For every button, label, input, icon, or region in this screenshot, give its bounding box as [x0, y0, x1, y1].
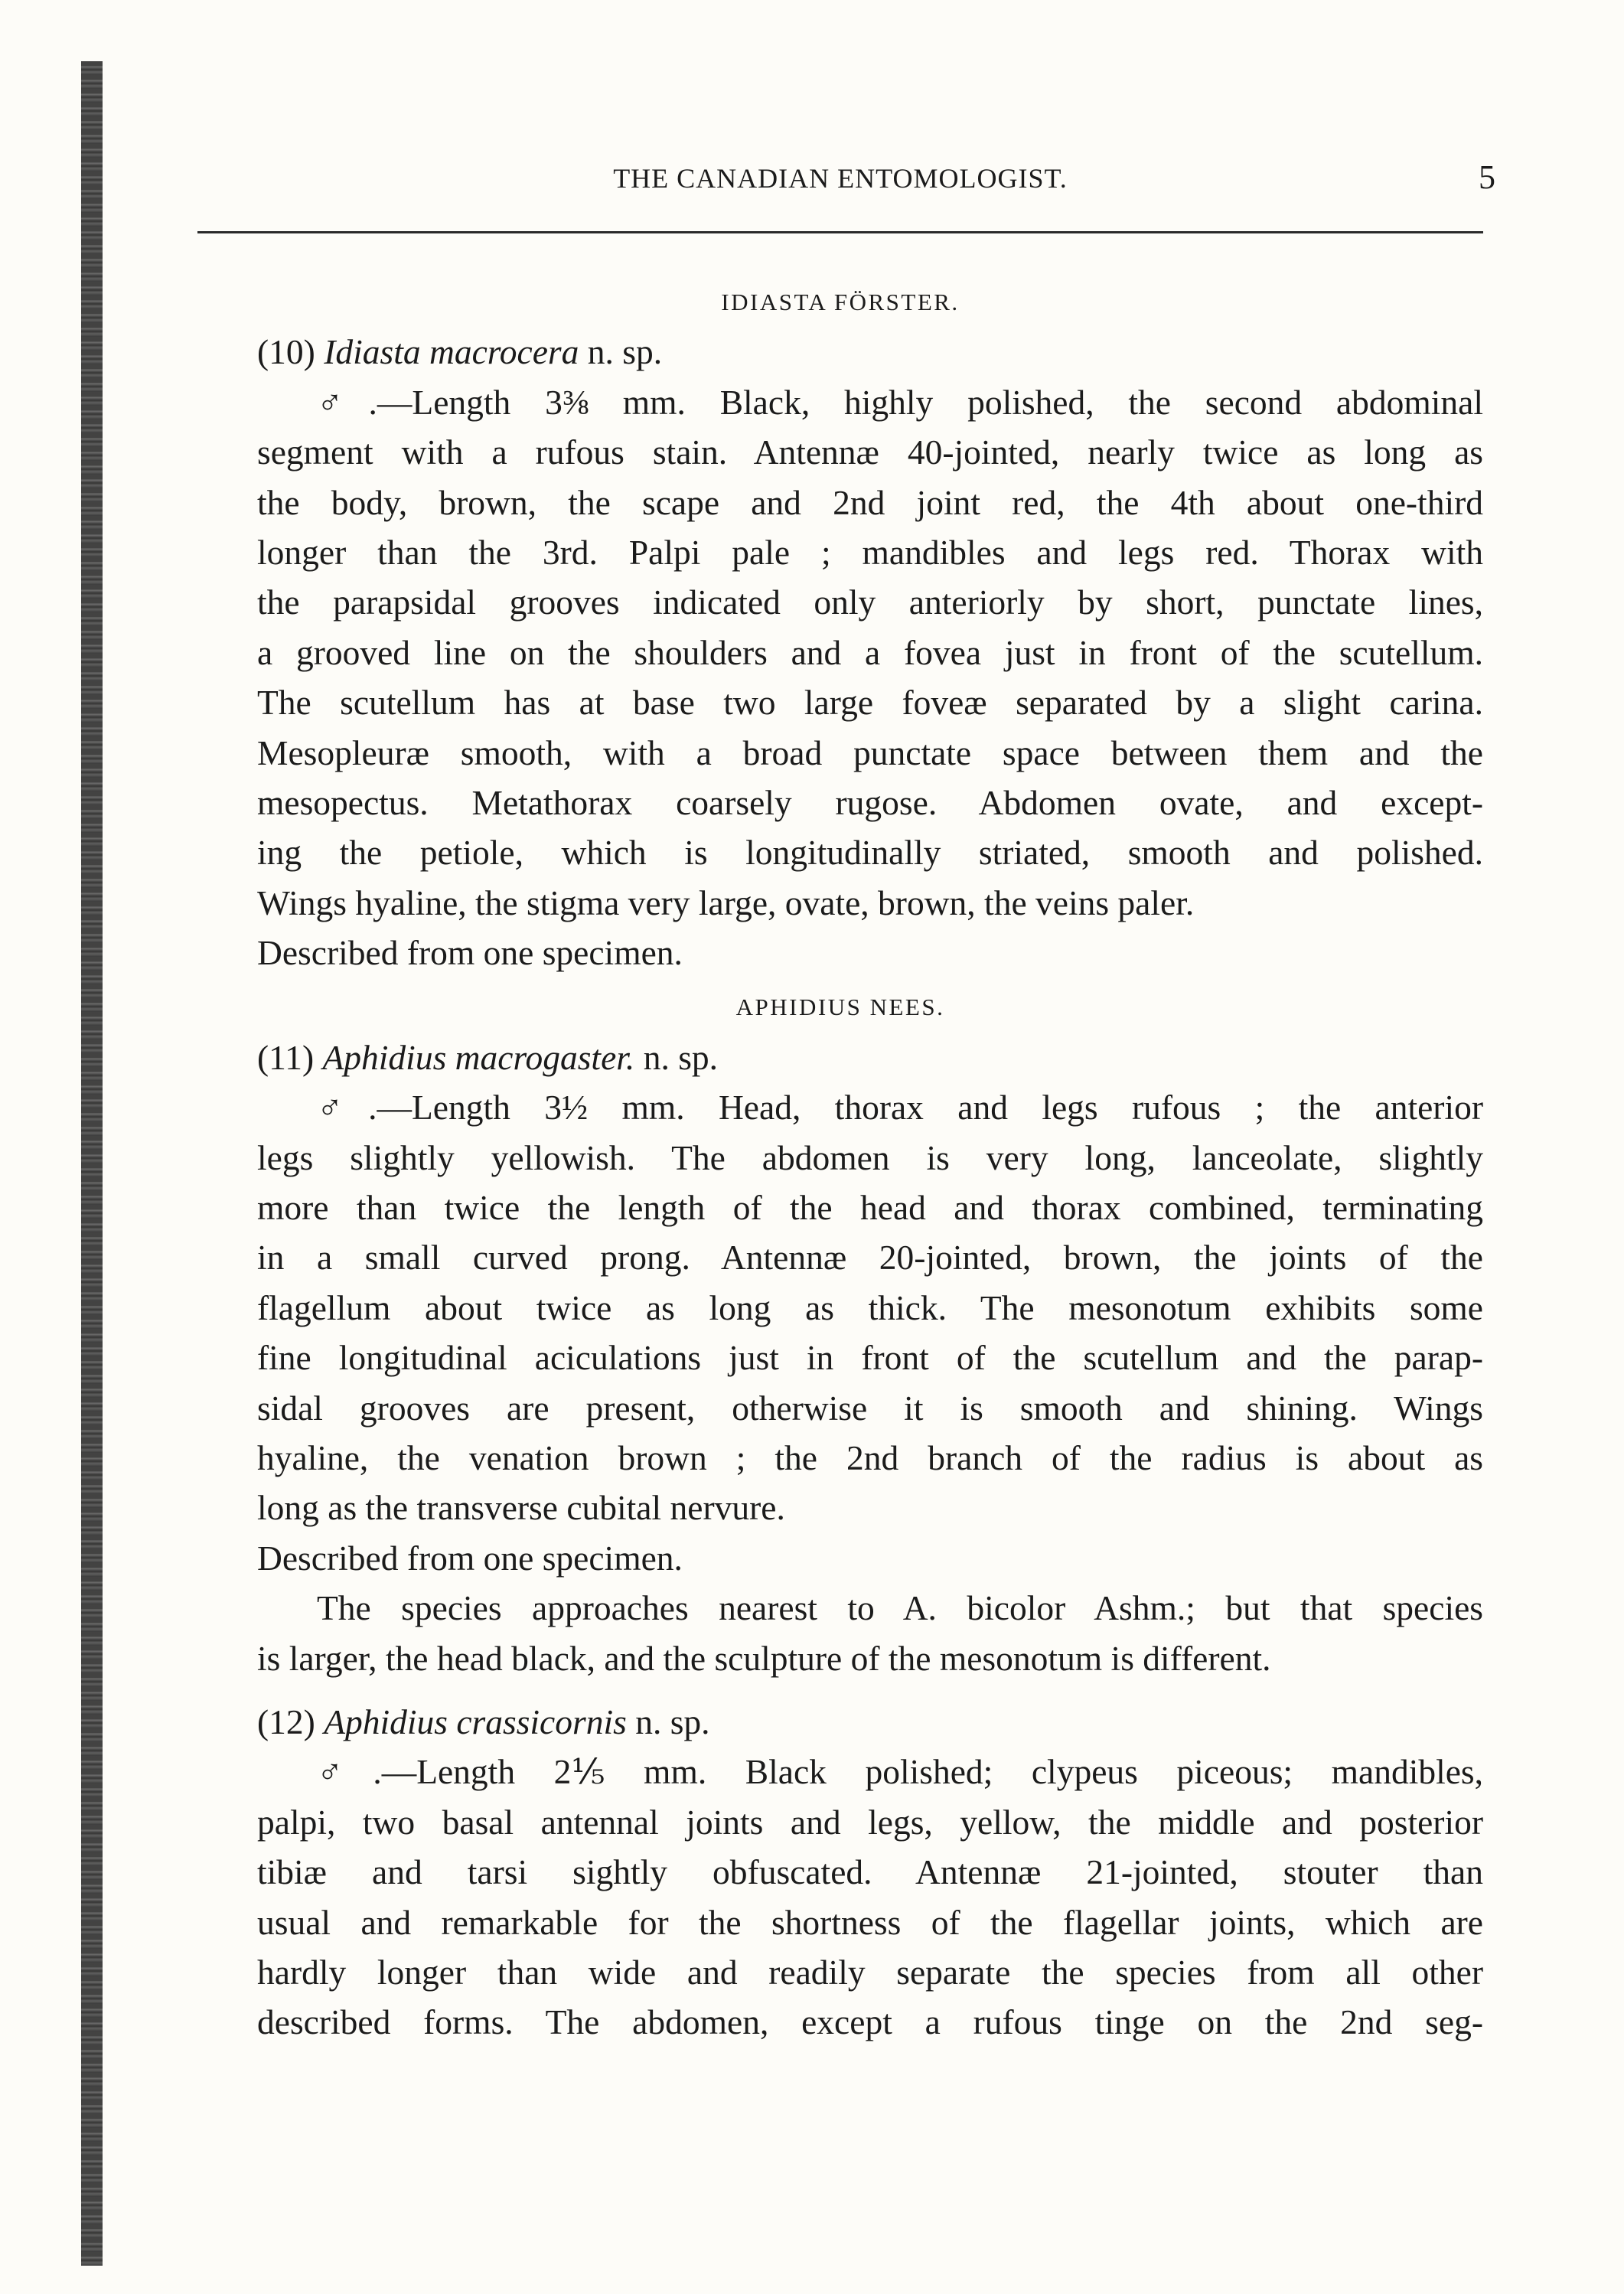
text-line: mesopectus. Metathorax coarsely rugose. Abdomen ovate, and except- — [257, 782, 1483, 822]
binding-edge — [81, 61, 103, 2266]
species-name: Aphidius crassicornis — [324, 1702, 627, 1741]
text-block — [197, 277, 1483, 2048]
text-line: usual and remarkable for the shortness of the flagellar joints, which are — [257, 1902, 1483, 1942]
running-title: THE CANADIAN ENTOMOLOGIST. — [613, 163, 1068, 194]
species-number: (10) — [257, 332, 315, 372]
species-number: (11) — [257, 1037, 315, 1077]
text-line: long as the transverse cubital nervure. — [257, 1488, 785, 1528]
species-title-12 — [197, 1697, 1483, 1747]
species-number: (12) — [257, 1702, 315, 1741]
species-description-12 — [197, 1747, 1483, 2047]
species-description-11 — [197, 1082, 1483, 1533]
text-line: is larger, the head black, and the sculpture of the mesonotum is different. — [257, 1638, 1271, 1678]
text-line: fine longitudinal aciculations just in front of the scutellum and the parap- — [257, 1338, 1483, 1378]
species-title-11 — [197, 1033, 1483, 1082]
text-line: described forms. The abdomen, except a rufous tinge on the 2nd seg- — [257, 2002, 1483, 2042]
text-line: the body, brown, the scape and 2nd joint red, the 4th about one-third — [257, 482, 1483, 522]
species-description-10 — [197, 377, 1483, 928]
species-title-10 — [197, 327, 1483, 377]
text-line: palpi, two basal antennal joints and legs, yellow, the middle and posterior — [257, 1802, 1483, 1842]
specimen-note-10: Described from one specimen. — [257, 933, 683, 973]
text-line: flagellum about twice as long as thick. The mesonotum exhibits some — [257, 1287, 1483, 1327]
page-number: 5 — [1479, 158, 1495, 196]
text-line: in a small curved prong. Antennæ 20-jointed, brown, the joints of the — [257, 1238, 1483, 1278]
text-line: sidal grooves are present, otherwise it is smooth and shining. Wings — [257, 1388, 1483, 1428]
specimen-note-11: Described from one specimen. — [257, 1538, 683, 1578]
text-line: segment with a rufous stain. Antennæ 40-jointed, nearly twice as long as — [257, 432, 1483, 472]
species-suffix: n. sp. — [635, 1702, 710, 1741]
header-rule — [197, 231, 1483, 233]
text-line: tibiæ and tarsi sightly obfuscated. Antennæ 21-jointed, stouter than — [257, 1852, 1483, 1892]
running-head — [197, 158, 1495, 208]
species-suffix: n. sp. — [643, 1037, 719, 1077]
species-name: Idiasta macrocera — [324, 332, 579, 372]
text-line: longer than the 3rd. Palpi pale ; mandibles and legs red. Thorax with — [257, 532, 1483, 572]
text-line: Mesopleuræ smooth, with a broad punctate space between them and the — [257, 733, 1483, 772]
species-suffix: n. sp. — [587, 332, 663, 372]
text-line: ing the petiole, which is longitudinally striated, smooth and polished. — [257, 833, 1483, 873]
text-line: The scutellum has at base two large foveæ separated by a slight carina. — [257, 683, 1483, 723]
text-line: The species approaches nearest to A. bicolor Ashm.; but that species — [317, 1588, 1483, 1628]
section-heading-aphidius: APHIDIUS NEES. — [735, 994, 945, 1021]
text-line: the parapsidal grooves indicated only anteriorly by short, punctate lines, — [257, 582, 1483, 622]
text-line: more than twice the length of the head and thorax combined, terminating — [257, 1188, 1483, 1228]
text-line: ♂.—Length 2⅕ mm. Black polished; clypeus piceous; mandibles, — [317, 1752, 1483, 1792]
text-line: ♂.—Length 3⅜ mm. Black, highly polished, the second abdominal — [317, 382, 1483, 422]
text-line: hyaline, the venation brown ; the 2nd branch of the radius is about as — [257, 1437, 1483, 1477]
text-line: a grooved line on the shoulders and a fovea just in front of the scutellum. — [257, 632, 1483, 672]
text-line: Wings hyaline, the stigma very large, ovate, brown, the veins paler. — [257, 883, 1195, 922]
species-remark-11 — [197, 1583, 1483, 1683]
text-line: ♂.—Length 3½ mm. Head, thorax and legs rufous ; the anterior — [317, 1088, 1483, 1127]
section-heading-idiasta: IDIASTA FÖRSTER. — [721, 289, 960, 315]
species-name: Aphidius macrogaster. — [322, 1037, 635, 1077]
text-line: hardly longer than wide and readily separate the species from all other — [257, 1952, 1483, 1992]
text-line: legs slightly yellowish. The abdomen is very long, lanceolate, slightly — [257, 1137, 1483, 1177]
